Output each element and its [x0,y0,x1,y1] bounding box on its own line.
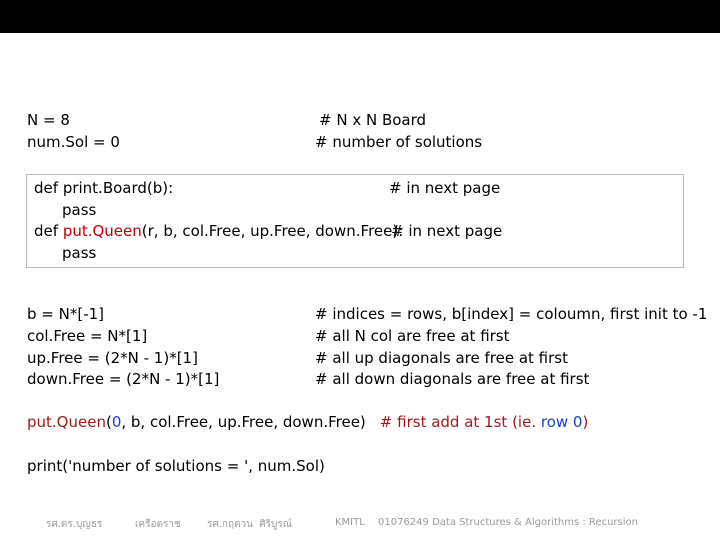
code-line-numsol: num.Sol = 0 [27,133,120,151]
assign-upfree: up.Free = (2*N - 1)*[1] [27,349,198,367]
def-putqueen: def put.Queen(r, b, col.Free, up.Free, down.Free): [34,222,404,240]
print-line: print('number of solutions = ', num.Sol) [27,457,325,475]
comment-solutions: # number of solutions [315,133,483,151]
def-printboard: def print.Board(b): [34,179,174,197]
comment-board: # N x N Board [319,111,427,129]
code-line-n: N = 8 [27,111,70,129]
footer-course: 01076249 Data Structures & Algorithms : Recursion [378,517,638,528]
assign-b: b = N*[-1] [27,305,105,323]
footer-author-1-surname: เครือตราช [135,519,181,530]
comment-printboard: # in next page [389,179,501,197]
assign-colfree: col.Free = N*[1] [27,327,148,345]
call-putqueen: put.Queen(0, b, col.Free, up.Free, down.Free) # first add at 1st (ie. row 0) [27,413,589,431]
title-bar [0,0,720,33]
pass-1: pass [62,201,97,219]
comment-putqueen: # in next page [391,222,503,240]
comment-b: # indices = rows, b[index] = coloumn, first init to -1 [315,305,708,323]
comment-downfree: # all down diagonals are free at first [315,370,590,388]
pass-2: pass [62,244,97,262]
footer-author-1: รศ.ดร.บุญธร [46,519,103,530]
footer-institution: KMITL [335,517,365,528]
assign-downfree: down.Free = (2*N - 1)*[1] [27,370,220,388]
comment-colfree: # all N col are free at first [315,327,510,345]
comment-upfree: # all up diagonals are free at first [315,349,568,367]
footer-author-2: รศ.กฤตวน ศิริบูรณ์ [207,519,293,530]
